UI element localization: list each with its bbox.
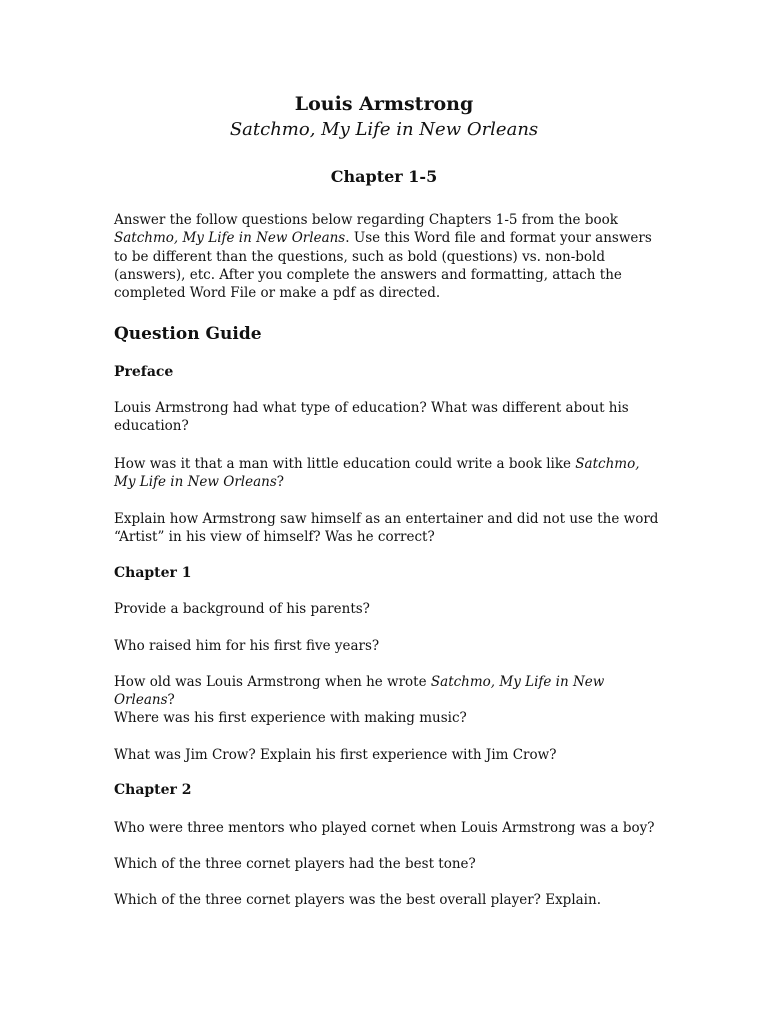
preface-question-1: Louis Armstrong had what type of education? What was different about his education?: [114, 400, 629, 435]
chapter2-heading: Chapter 2: [114, 782, 192, 798]
book-subtitle: Satchmo, My Life in New Orleans: [229, 119, 539, 140]
preface-question-3: Explain how Armstrong saw himself as an entertainer and did not use the word “Artist” in his view of himself? Was he correct?: [114, 511, 659, 546]
intro-paragraph: [114, 211, 664, 302]
chapter1-question-2: Who raised him for his first five years?: [114, 638, 380, 654]
preface-q2-text: How was it that a man with little education could write a book like: [114, 456, 576, 472]
chapter1-heading: Chapter 1: [114, 565, 192, 581]
chapter1-question-4: Where was his first experience with making music?: [114, 710, 467, 726]
chapter1-q3-text: How old was Louis Armstrong when he wrote: [114, 674, 431, 690]
preface-heading: Preface: [114, 364, 174, 380]
intro-book-title: Satchmo, My Life in New Orleans: [114, 230, 346, 247]
preface-question-2: [114, 455, 664, 492]
intro-text-2: . Use this Word file and format your answers to be different than the questions, such as bold (questions) vs. non-bold (answers), etc. After you complete the answers and formatting, attach the completed Word File or make a pdf as directed.: [114, 230, 652, 302]
chapter1-q3-end: ?: [167, 692, 175, 709]
document-title: Louis Armstrong: [294, 93, 474, 115]
chapter2-question-2: Which of the three cornet players had the best tone?: [114, 856, 476, 872]
chapter1-question-5: What was Jim Crow? Explain his first experience with Jim Crow?: [114, 747, 557, 763]
chapter1-question-3: [114, 673, 664, 710]
chapter2-question-3: Which of the three cornet players was the best overall player? Explain.: [114, 892, 601, 908]
preface-q2-book: Satchmo, My Life in New Orleans: [114, 456, 640, 491]
chapter-range-heading: Chapter 1-5: [330, 167, 438, 186]
chapter1-question-1: Provide a background of his parents?: [114, 601, 370, 617]
chapter2-question-1: Who were three mentors who played cornet when Louis Armstrong was a boy?: [114, 820, 655, 836]
preface-q2-end: ?: [276, 474, 285, 491]
chapter1-q3-book: Satchmo, My Life in New Orleans: [114, 674, 605, 709]
intro-text-1: Answer the follow questions below regarding Chapters 1-5 from the book: [114, 212, 618, 228]
question-guide-heading: Question Guide: [114, 324, 262, 344]
